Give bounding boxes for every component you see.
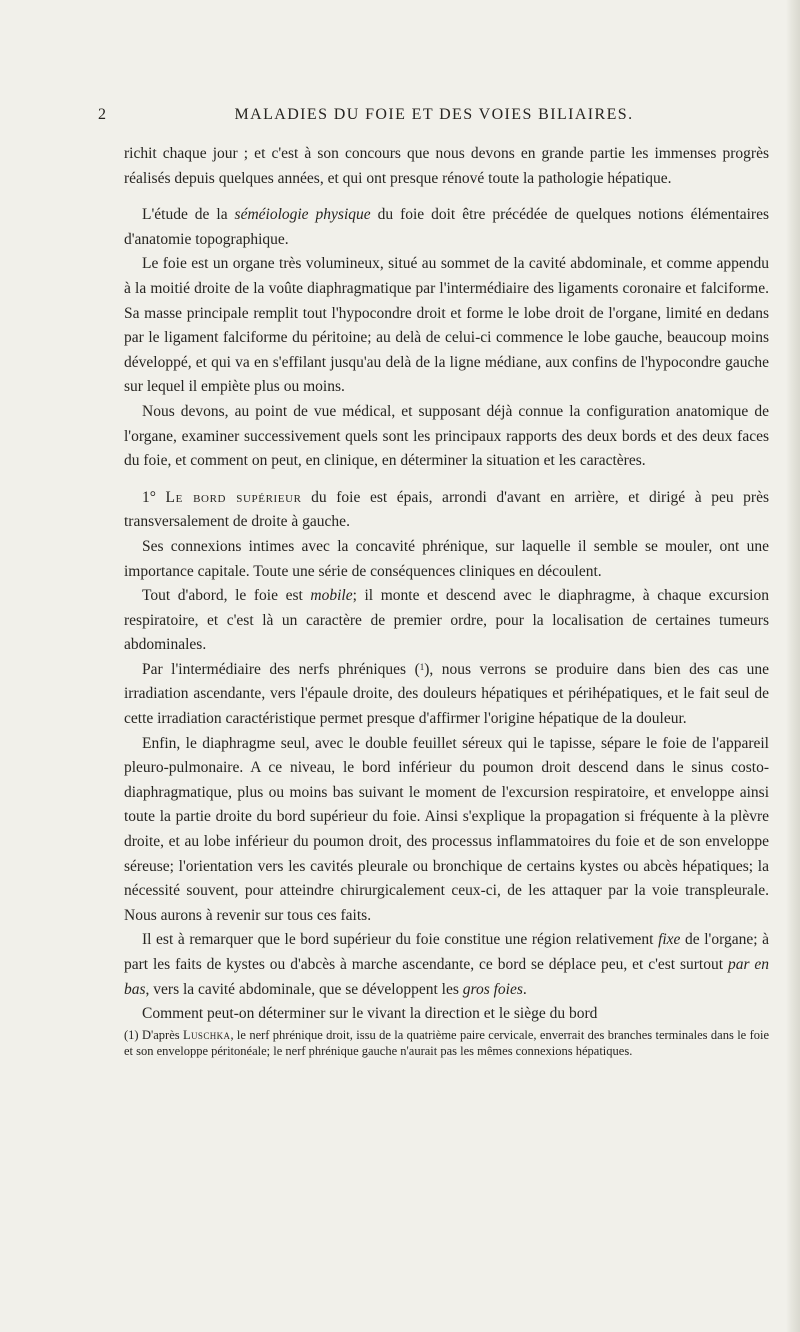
paragraph-2: L'étude de la séméiologie physique du foie doit être précédée de quelques notions élémentaires d'anatomie topographique. xyxy=(124,206,769,248)
footnote-reference: 1 xyxy=(419,661,425,672)
italic-term: séméiologie physique xyxy=(234,206,371,224)
paragraph-7: Tout d'abord, le foie est mobile; il monte et descend avec le diaphragme, à chaque excursion respiratoire, et c'est là un caractère de premier ordre, pour la localisation de certaines tumeurs abdominales. xyxy=(124,587,769,654)
paragraph-8: Par l'intermédiaire des nerfs phréniques ($^1$), nous verrons se produire dans bien des cas une irradiation ascendante, vers l'épaule droite, des douleurs hépatiques et périhépatiques, et le fait seul de cette irradiation caractéristique permet presque d'affirmer l'origine hépatique de la douleur. xyxy=(124,660,770,728)
text-body xyxy=(124,142,769,1060)
section-heading: Le bord supérieur xyxy=(165,488,302,506)
paragraph-5: 1° Le bord supérieur du foie est épais, arrondi d'avant en arrière, et dirigé à peu près transversalement de droite à gauche. xyxy=(124,488,769,531)
paragraph-4: Nous devons, au point de vue médical, et supposant déjà connue la configuration anatomique de l'organe, examiner successivement quels sont les principaux rapports des deux bords et des deux faces du foie, et comment on peut, en clinique, en déterminer la situation et les caractères. xyxy=(124,402,769,470)
italic-term: mobile xyxy=(310,587,353,605)
paragraph-10: Il est à remarquer que le bord supérieur du foie constitue une région relativement fixe de l'organe; à part les faits de kystes ou d'abcès à marche ascendante, ce bord se déplace peu, et c'est surtout par en bas, vers la cavité abdominale, que se développent les gros foies. xyxy=(124,931,769,998)
italic-term: fixe xyxy=(658,931,681,949)
paragraph-6: Ses connexions intimes avec la concavité phrénique, sur laquelle il semble se mouler, ont une importance capitale. Toute une série de conséquences cliniques en découlent. xyxy=(124,537,769,580)
page-header xyxy=(98,106,770,128)
footnote: (1) D'après Luschka, le nerf phrénique droit, issu de la quatrième paire cervicale, enverrait des branches terminales dans le foie et son enveloppe péritonéale; le nerf phrénique gauche n'aurait pas les mêmes connexions hépatiques. xyxy=(124,1027,770,1059)
running-title: MALADIES DU FOIE ET DES VOIES BILIAIRES. xyxy=(234,106,634,123)
footnote-author: Luschka xyxy=(182,1027,231,1042)
paragraph-11: Comment peut-on déterminer sur le vivant la direction et le siège du bord xyxy=(142,1005,598,1023)
paragraph-9: Enfin, le diaphragme seul, avec le double feuillet séreux qui le tapisse, sépare le foie de l'appareil pleuro-pulmonaire. A ce niveau, le bord inférieur du poumon droit descend dans le sinus costo-diaphragmatique, plus ou moins bas suivant le moment de l'excursion respiratoire, et enveloppe ainsi toute la partie droite du bord supérieur du foie. Ainsi s'explique la propagation si fréquente à la plèvre droite, et au lobe inférieur du poumon droit, des processus inflammatoires du foie et de son enveloppe séreuse; l'orientation vers les cavités pleurale ou bronchique de certains kystes ou abcès hépatiques; la nécessité souvent, pour atteindre chirurgicalement ceux-ci, de les attaquer par la voie transpleurale. Nous aurons à revenir sur tous ces faits. xyxy=(124,734,769,924)
italic-term: par en bas xyxy=(124,956,769,998)
page-number: 2 xyxy=(98,106,107,123)
italic-term: gros foies xyxy=(462,980,523,998)
paragraph-3: Le foie est un organe très volumineux, situé au sommet de la cavité abdominale, et comme appendu à la moitié droite de la voûte diaphragmatique par l'intermédiaire des ligaments coronaire et falciforme. Sa masse principale remplit tout l'hypocondre droit et forme le lobe droit de l'organe, limité en dedans par le ligament falciforme du péritoine; au delà de celui-ci commence le lobe gauche, beaucoup moins développé, et qui va en s'effilant jusqu'au delà de la ligne médiane, aux confins de l'hypocondre gauche sur lequel il empiète plus ou moins. xyxy=(124,255,769,396)
page-edge-shadow xyxy=(786,0,800,1332)
paragraph-1: richit chaque jour ; et c'est à son concours que nous devons en grande partie les immenses progrès réalisés depuis quelques années, et qui ont presque rénové toute la pathologie hépatique. xyxy=(124,145,769,187)
footnote-marker: (1) xyxy=(124,1027,142,1042)
